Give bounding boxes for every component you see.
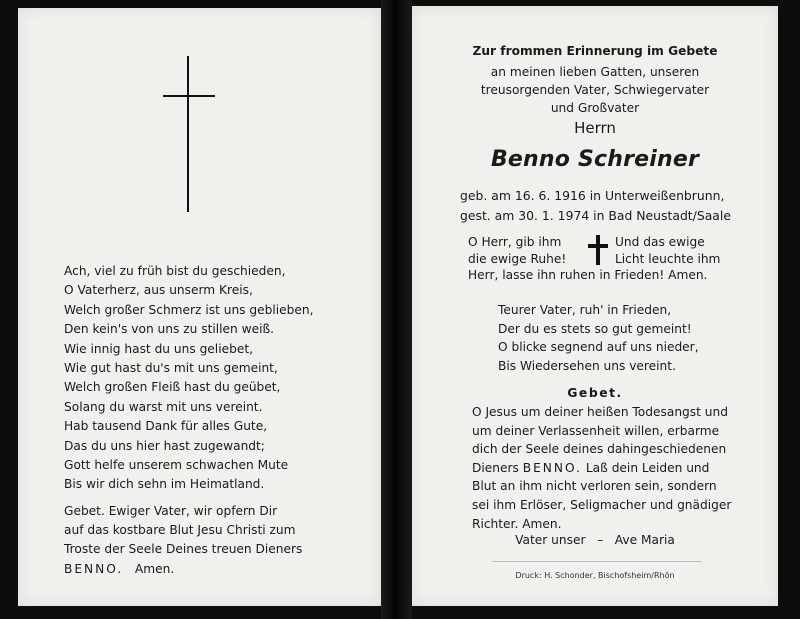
prayer-title: Gebet. [567,385,623,400]
cross-icon-bar [163,95,215,97]
honorific: Herrn [574,119,616,137]
prayer-line [472,459,762,478]
poem-line: Wie innig hast du uns geliebet, [64,341,253,356]
deceased-name-caps: BENNO. [64,561,124,576]
closing-prayers: Vater unser – Ave Maria [515,533,675,547]
text-line: Licht leuchte ihm [615,252,721,266]
poem-line: Gott helfe unserem schwachen Mute [64,458,289,473]
dedication [412,64,778,117]
prayer-line: Troste der Seele Deines treuen Dieners [64,542,303,557]
life-dates [460,186,780,226]
prayer-line: Gebet. Ewiger Vater, wir opfern Dir [64,504,278,518]
death-date: gest. am 30. 1. 1974 in Bad Neustadt/Saale [460,208,731,223]
text: Dieners [472,460,519,475]
small-cross-icon [584,235,612,265]
prayer-line: dich der Seele deines dahingeschiedenen [472,442,727,457]
prayer-line [64,560,360,579]
poem-line: Der du es stets so gut gemeint! [498,321,692,336]
deceased-name-caps: BENNO. [522,460,583,475]
poem-line: Wie gut hast du's mit uns gemeint, [64,361,278,376]
eternal-rest-left [468,234,566,268]
prayer-line: auf das kostbare Blut Jesu Christi zum [64,523,296,538]
dedication-line: und Großvater [550,100,640,115]
cross-icon [187,56,189,212]
poem-line: O Vaterherz, aus unserm Kreis, [64,283,253,298]
prayer-line: Blut an ihm nicht verloren sein, sondern [472,479,717,494]
card-fold-gap [381,0,412,619]
prayer-line: Richter. Amen. [472,516,562,531]
poem-line: Teurer Vater, ruh' in Frieden, [498,303,672,317]
amen-text: Amen. [134,561,175,576]
right-prayer [472,403,762,533]
right-card-page [412,6,778,606]
short-poem [498,301,758,375]
prayer-line: um deiner Verlassenheit willen, erbarme [472,423,720,438]
poem-line: Solang du warst mit uns vereint. [64,399,263,414]
left-card-page [18,8,381,606]
text: Laß dein Leiden und [585,460,710,475]
poem-line: Welch großen Fleiß hast du geübet, [64,380,281,395]
poem-line: Bis Wiedersehen uns vereint. [498,358,676,373]
text-line: Und das ewige [615,235,705,249]
text-line: die ewige Ruhe! [468,252,567,266]
dedication-line: an meinen lieben Gatten, unseren [490,65,700,79]
poem-line: O blicke segnend auf uns nieder, [498,340,699,355]
poem-line: Ach, viel zu früh bist du geschieden, [64,264,286,278]
birth-date: geb. am 16. 6. 1916 in Unterweißenbrunn, [460,188,725,203]
poem-line: Das du uns hier hast zugewandt; [64,438,265,453]
dedication-line: treusorgenden Vater, Schwiegervater [480,82,710,97]
divider [492,561,702,562]
eternal-rest-bottom: Herr, lasse ihn ruhen in Frieden! Amen. [468,268,708,282]
deceased-name: Benno Schreiner [490,147,700,172]
poem-line: Bis wir dich sehn im Heimatland. [64,477,265,492]
left-prayer [64,502,360,579]
text-line: O Herr, gib ihm [468,235,562,249]
printer-credit: Druck: H. Schonder, Bischofsheim/Rhön [515,571,675,580]
heading: Zur frommen Erinnerung im Gebete [472,44,718,58]
poem-line: Den kein's von uns zu stillen weiß. [64,322,275,337]
prayer-line: O Jesus um deiner heißen Todesangst und [472,405,728,419]
eternal-rest-right [615,234,720,268]
poem-line: Welch großer Schmerz ist uns geblieben, [64,302,314,317]
memorial-poem [64,262,374,495]
poem-line: Hab tausend Dank für alles Gute, [64,419,268,434]
prayer-line: sei ihm Erlöser, Seligmacher und gnädiger [472,497,732,512]
